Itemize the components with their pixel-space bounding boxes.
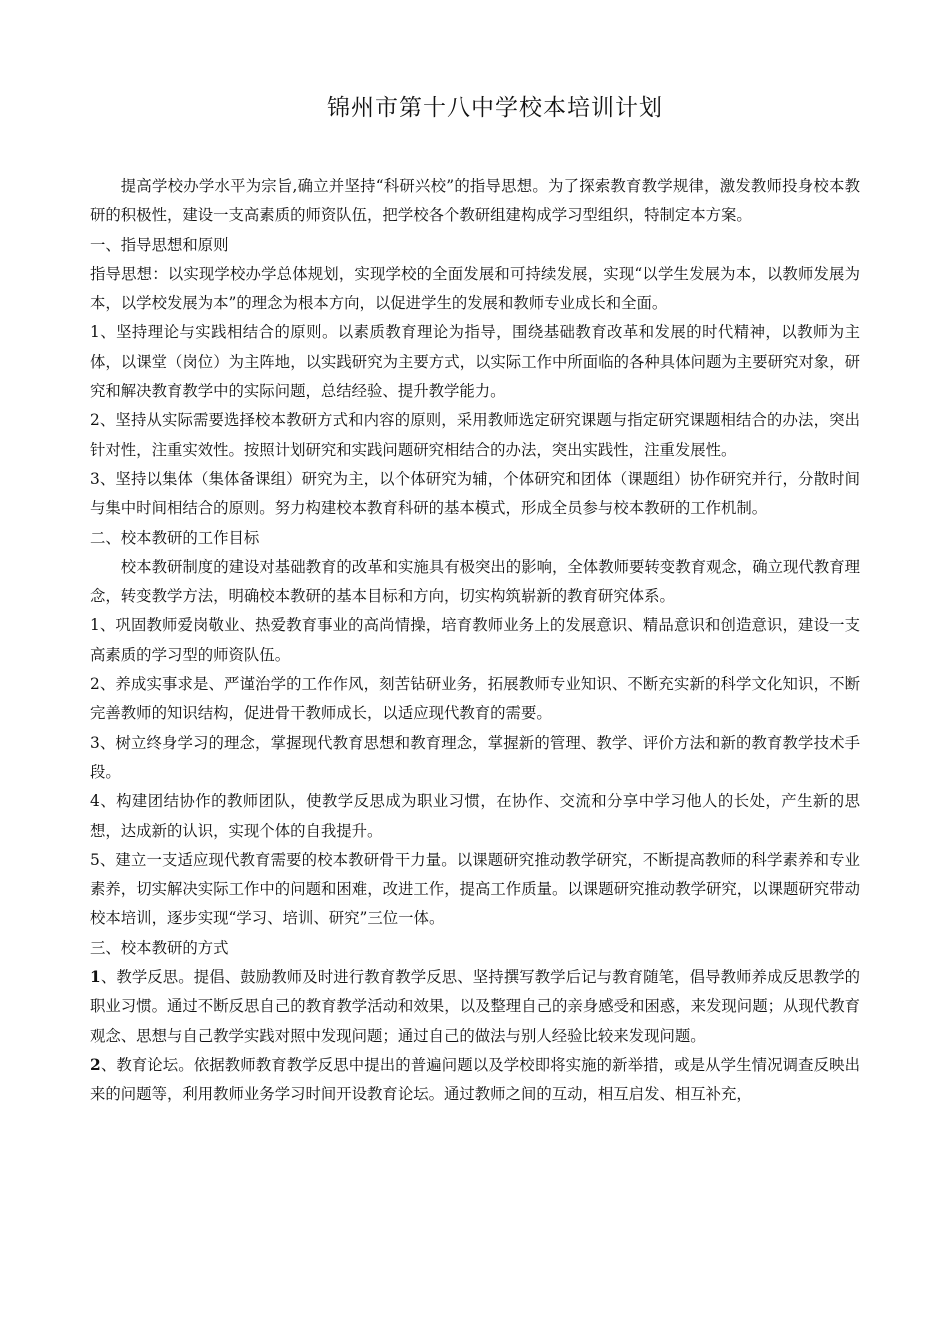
method-2-number: 2 <box>90 1055 101 1074</box>
goal-1-paragraph: 1、巩固教师爱岗敬业、热爱教育事业的高尚情操，培育教师业务上的发展意识、精品意识和创造意识，建设一支高素质的学习型的师资队伍。 <box>90 616 860 664</box>
section-heading-3: 三、校本教研的方式 <box>90 938 229 957</box>
goal-2-paragraph: 2、养成实事求是、严谨治学的工作作风，刻苦钻研业务，拓展教师专业知识、不断充实新的科学文化知识，不断完善教师的知识结构，促进骨干教师成长，以适应现代教育的需要。 <box>90 675 860 723</box>
document-body <box>90 172 860 1110</box>
goals-intro-paragraph: 校本教研制度的建设对基础教育的改革和实施具有极突出的影响，全体教师要转变教育观念，确立现代教育理念，转变教学方法，明确校本教研的基本目标和方向，切实构筑崭新的教育研究体系。 <box>90 557 860 606</box>
section-heading-2: 二、校本教研的工作目标 <box>90 528 260 547</box>
method-1-text: 、教学反思。提倡、鼓励教师及时进行教育教学反思、坚持撰写教学后记与教育随笔，倡导教师养成反思教学的职业习惯。通过不断反思自己的教育教学活动和效果，以及整理自己的亲身感受和困惑，来发现问题；从现代教育观念、思想与自己教学实践对照中发现问题；通过自己的做法与别人经验比较来发现问题。 <box>90 968 860 1045</box>
document-title: 锦州市第十八中学校本培训计划 <box>327 95 663 121</box>
principle-3-paragraph: 3、坚持以集体（集体备课组）研究为主，以个体研究为辅，个体研究和团体（课题组）协作研究并行，分散时间与集中时间相结合的原则。努力构建校本教育科研的基本模式，形成全员参与校本教研的工作机制。 <box>90 469 860 518</box>
goal-3-paragraph: 3、树立终身学习的理念，掌握现代教育思想和教育理念，掌握新的管理、教学、评价方法和新的教育教学技术手段。 <box>90 733 860 781</box>
principle-2-paragraph: 2、坚持从实际需要选择校本教研方式和内容的原则，采用教师选定研究课题与指定研究课题相结合的办法，突出针对性，注重实效性。按照计划研究和实践问题研究相结合的办法，突出实践性，注重发展性。 <box>90 411 860 459</box>
method-2-text: 、教育论坛。依据教师教育教学反思中提出的普遍问题以及学校即将实施的新举措，或是从学生情况调查反映出来的问题等，利用教师业务学习时间开设教育论坛。通过教师之间的互动，相互启发、相互补充， <box>90 1055 860 1104</box>
principle-1-paragraph: 1、坚持理论与实践相结合的原则。以素质教育理论为指导，围绕基础教育改革和发展的时代精神，以教师为主体，以课堂（岗位）为主阵地，以实践研究为主要方式，以实际工作中所面临的各种具体问题为主要研究对象，研究和解决教育教学中的实际问题，总结经验、提升教学能力。 <box>90 323 860 401</box>
method-1-number: 1 <box>90 968 101 987</box>
guiding-ideology-paragraph: 指导思想：以实现学校办学总体规划，实现学校的全面发展和可持续发展，实现“以学生发展为本，以教师发展为本，以学校发展为本”的理念为根本方向，以促进学生的发展和教师专业成长和全面。 <box>90 264 860 313</box>
method-1-paragraph <box>90 963 860 1051</box>
method-2-paragraph <box>90 1051 860 1110</box>
intro-paragraph: 提高学校办学水平为宗旨,确立并坚持“科研兴校”的指导思想。为了探索教育教学规律，激发教师投身校本教研的积极性，建设一支高素质的师资队伍，把学校各个教研组建构成学习型组织，特制定本方案。 <box>90 177 860 225</box>
goal-5-paragraph: 5、建立一支适应现代教育需要的校本教研骨干力量。以课题研究推动教学研究，不断提高教师的科学素养和专业素养，切实解决实际工作中的问题和困难，改进工作，提高工作质量。以课题研究推动教学研究，以课题研究带动校本培训，逐步实现“学习、培训、研究”三位一体。 <box>90 850 860 928</box>
goal-4-paragraph: 4、构建团结协作的教师团队，使教学反思成为职业习惯，在协作、交流和分享中学习他人的长处，产生新的思想，达成新的认识，实现个体的自我提升。 <box>90 792 860 840</box>
section-heading-1: 一、指导思想和原则 <box>90 235 229 254</box>
